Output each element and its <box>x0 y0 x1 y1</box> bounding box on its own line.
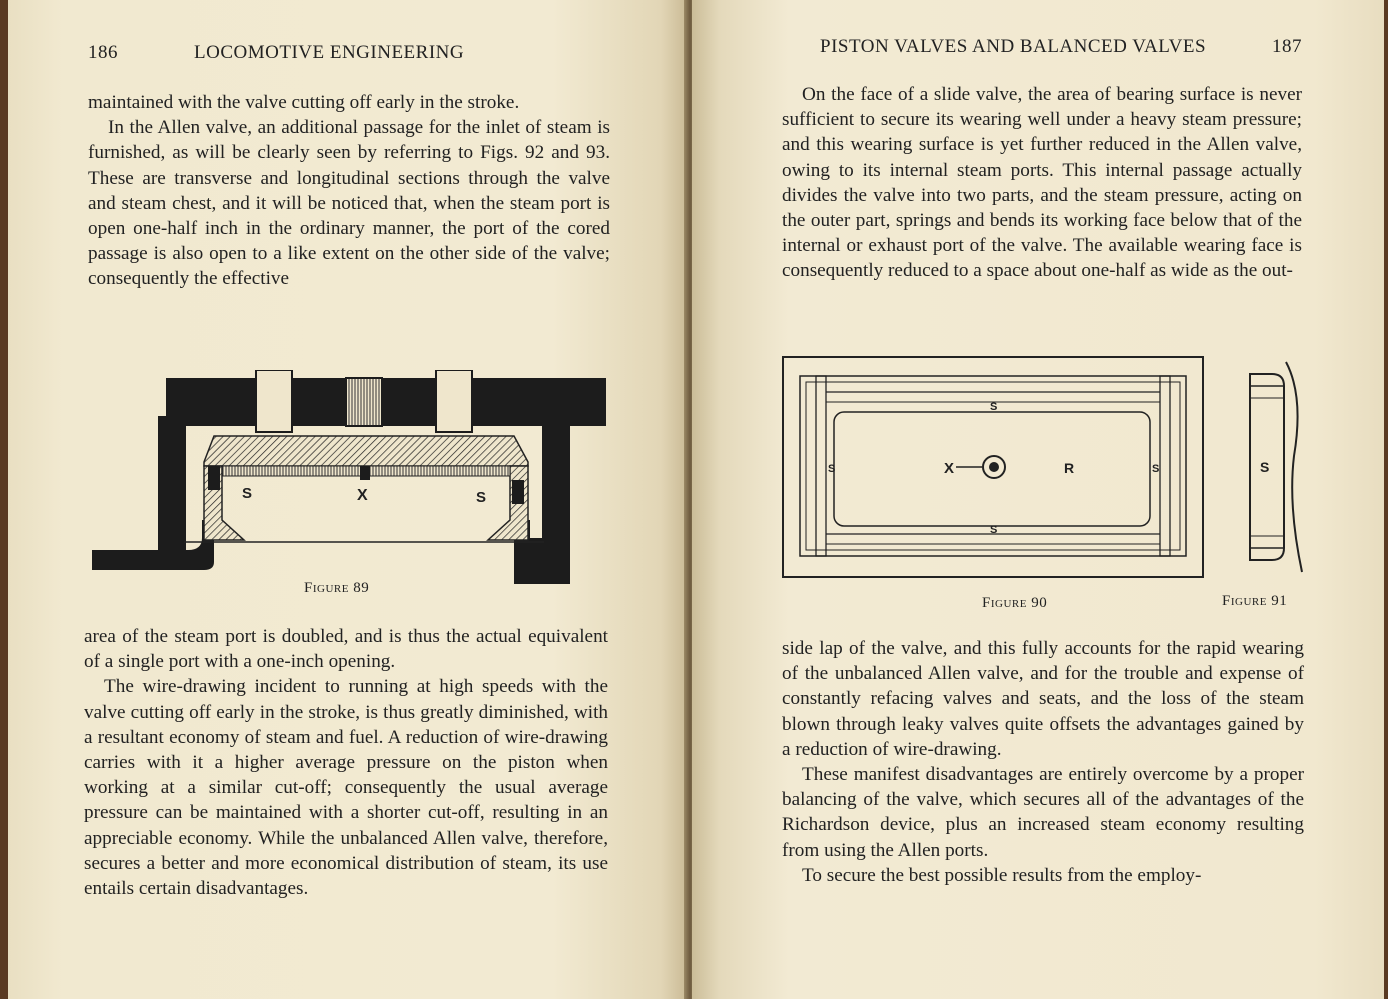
figure-91-drawing <box>1248 356 1308 580</box>
paragraph: area of the steam port is doubled, and is thus the actual equivalent of a single port with a one-inch opening. <box>84 626 608 673</box>
figure-89-drawing <box>84 370 608 590</box>
figure-91-label-s: S <box>1260 459 1270 475</box>
figure-90-label-r: R <box>1064 460 1075 476</box>
right-page-number: 187 <box>1272 36 1302 57</box>
paragraph: side lap of the valve, and this fully accounts for the rapid wearing of the unbalanced Allen valve, and for the trouble and expense of constantly refacing valves and seats, and the loss of the steam blown through leaky valves quite offsets the advantages gained by a reduction of wire-drawing. <box>782 638 1304 760</box>
figure-90-label-s-top: S <box>990 401 998 413</box>
left-running-head: LOCOMOTIVE ENGINEERING <box>194 42 465 63</box>
paragraph: In the Allen valve, an additional passage for the inlet of steam is furnished, as will be clearly seen by referring to Figs. 92 and 93. These are transverse and longitudinal sections through the valve and steam chest, and it will be noticed that, when the steam port is open one-half inch in the ordinary manner, the port of the cored passage is also open to a like extent on the other side of the valve; consequently the effective <box>88 117 610 290</box>
right-text-bottom <box>782 636 1304 888</box>
figure-90-label-x: X <box>944 460 955 477</box>
figure-89-label-s-left: S <box>242 485 253 502</box>
right-running-head: PISTON VALVES AND BALANCED VALVES <box>820 36 1207 57</box>
figure-89-caption: Figure 89 <box>304 580 370 596</box>
left-text-bottom <box>84 624 608 901</box>
paragraph: maintained with the valve cutting off early in the stroke. <box>88 92 520 113</box>
left-text-top <box>88 90 610 292</box>
paragraph: On the face of a slide valve, the area of bearing surface is never sufficient to secure its wearing well under a heavy steam pressure; and this wearing surface is yet further reduced in the Allen valve, owing to its internal steam ports. This internal passage actually divides the valve into two parts, and the steam pressure, acting on the outer part, springs and bends its working face below that of the internal or exhaust port of the valve. The available wearing face is consequently reduced to a space about one-half as wide as the out- <box>782 84 1302 282</box>
figure-90-label-s-right: S <box>1152 463 1160 475</box>
figure-90-label-s-left: S <box>828 463 836 475</box>
figure-89-label-x: X <box>357 487 368 504</box>
figure-90-drawing <box>782 356 1206 580</box>
figure-89-label-s-right: S <box>476 489 487 506</box>
left-page <box>8 0 688 999</box>
figure-90 <box>782 356 1206 580</box>
figure-90-label-s-bottom: S <box>990 524 998 536</box>
figure-90-caption: Figure 90 <box>982 595 1048 611</box>
left-page-number: 186 <box>88 42 118 63</box>
right-page <box>692 0 1384 999</box>
figure-91 <box>1248 356 1308 580</box>
paragraph: To secure the best possible results from the employ- <box>802 864 1202 886</box>
figure-89 <box>84 370 608 590</box>
figure-91-caption: Figure 91 <box>1222 593 1288 609</box>
paragraph: These manifest disadvantages are entirely overcome by a proper balancing of the valve, which secures all of the advantages of the Richardson device, plus an increased steam economy resulting from using the Allen ports. <box>782 764 1304 861</box>
paragraph: The wire-drawing incident to running at high speeds with the valve cutting off early in the stroke, is thus greatly diminished, with a resultant economy of steam and fuel. A reduction of wire-drawing carries with it a higher average pressure on the piston when working at a similar cut-off; consequently the usual average pressure can be maintained with a shorter cut-off, resulting in an appreciable economy. While the unbalanced Allen valve, therefore, secures a better and more economical distribution of steam, its use entails certain disadvantages. <box>84 676 608 900</box>
right-text-top <box>782 82 1302 284</box>
